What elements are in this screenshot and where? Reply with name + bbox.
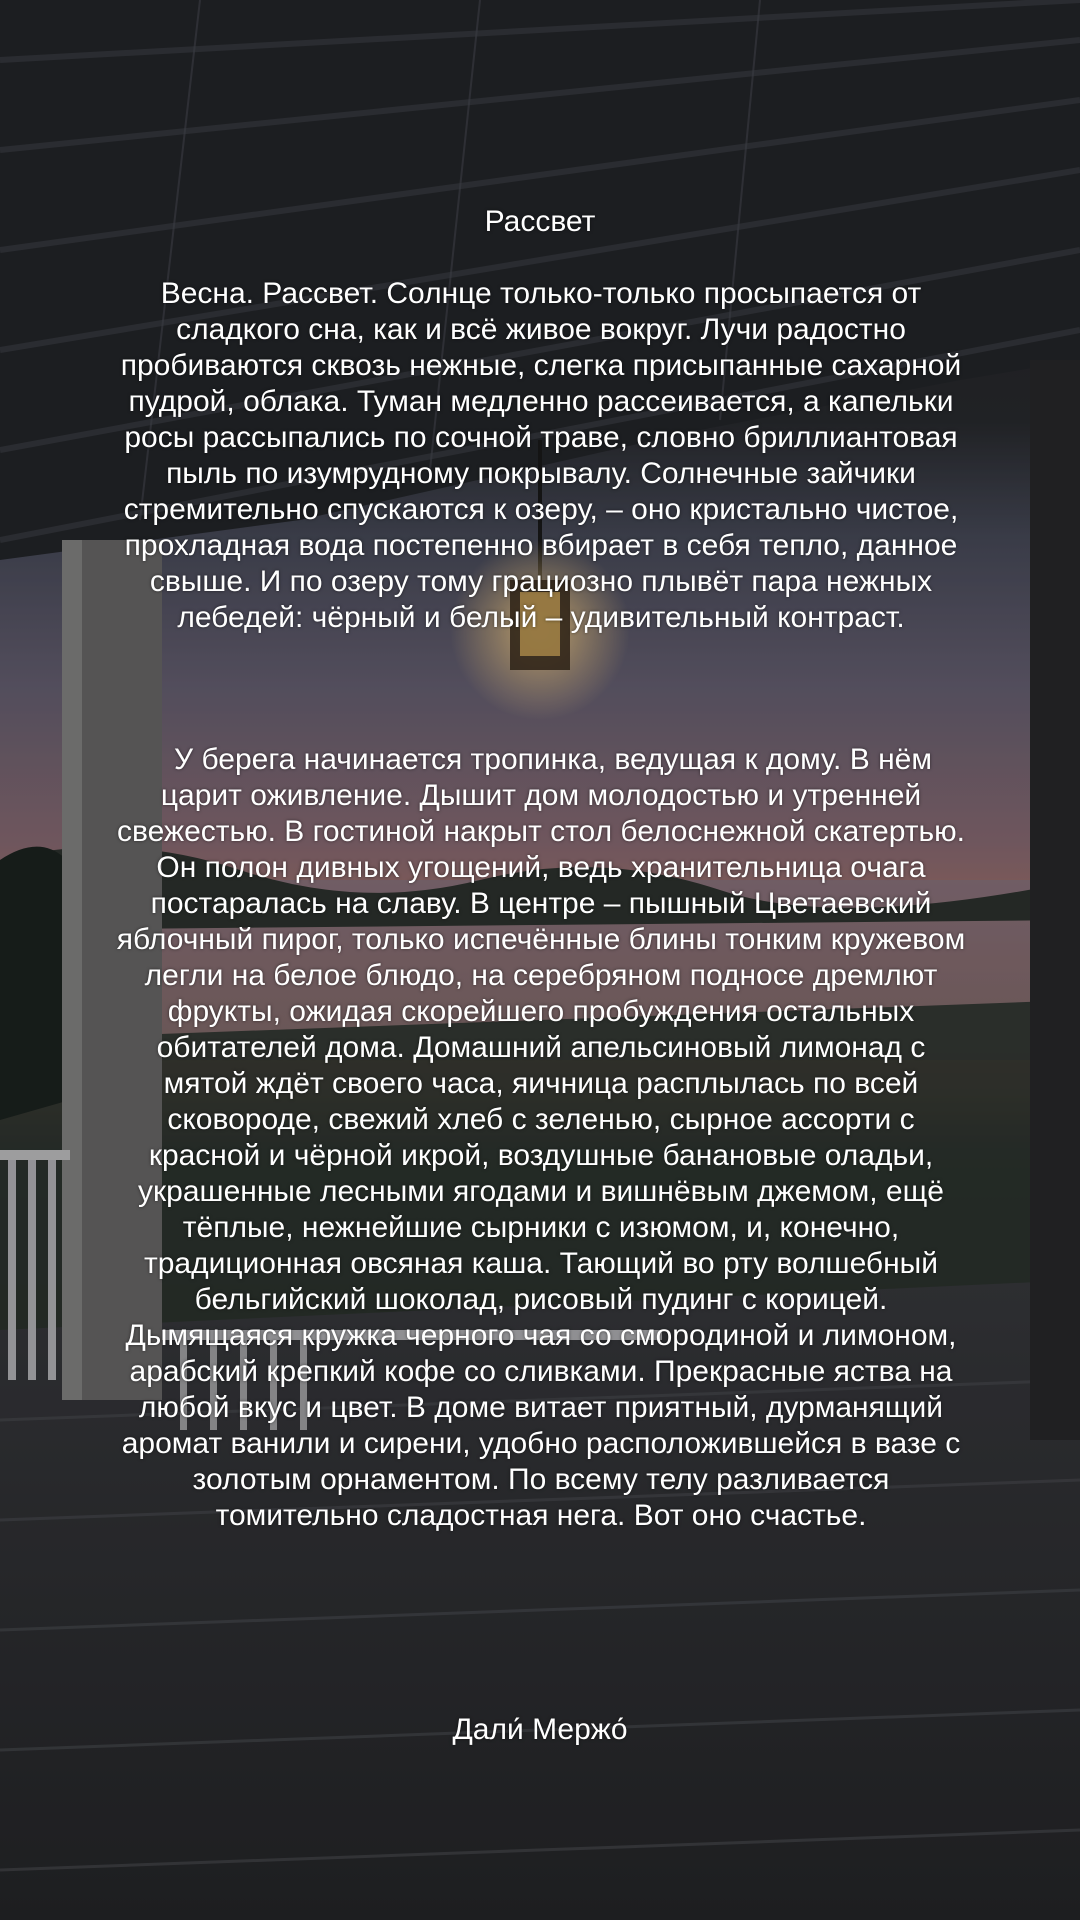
poem-paragraph-2: У берега начинается тропинка, ведущая к дому. В нём царит оживление. Дышит дом молодостью и утренней свежестью. В гостиной накрыт стол белоснежной скатертью. Он полон дивных угощений, ведь хранительница очага постаралась на славу. В центре – пышный Цветаевский яблочный пирог, только испечённые блины тонким кружевом легли на белое блюдо, на серебряном подносе дремлют фрукты, ожидая скорейшего пробуждения остальных обитателей дома. Домашний апельсиновый лимонад с мятой ждёт своего часа, яичница расплылась по всей сковороде, свежий хлеб с зеленью, сырное ассорти с красной и чёрной икрой, воздушные банановые оладьи, украшенные лесными ягодами и вишнёвым джемом, ещё тёплые, нежнейшие сырники с изюмом, и, конечно, традиционная овсяная каша. Тающий во рту волшебный бельгийский шоколад, рисовый пудинг с корицей. Дымящаяся кружка черного чая со смородиной и лимоном, арабский крепкий кофе со сливками. Прекрасные яства на любой вкус и цвет. В доме витает приятный, дурманящий аромат ванили и сирени, удобно расположившейся в вазе с золотым орнаментом. По всему телу разливается томительно сладостная нега. Вот оно счастье. xyxy=(116,743,966,1532)
author-signature: Дали́ Мержо́ xyxy=(452,1713,628,1746)
poem-paragraph-1: Весна. Рассвет. Солнце только-только просыпается от сладкого сна, как и всё живое вокруг. Лучи радостно пробиваются сквозь нежные, слегка присыпанные сахарной пудрой, облака. Туман медленно рассеивается, а капельки росы рассыпались по сочной траве, словно бриллиантовая пыль по изумрудному покрывалу. Солнечные зайчики стремительно спускаются к озеру, – оно кристально чистое, прохладная вода постепенно вбирает в себя тепло, данное свыше. И по озеру тому грациозно плывёт пара нежных лебедей: чёрный и белый – удивительный контраст. xyxy=(120,277,962,634)
poem-title: Рассвет xyxy=(484,205,596,238)
